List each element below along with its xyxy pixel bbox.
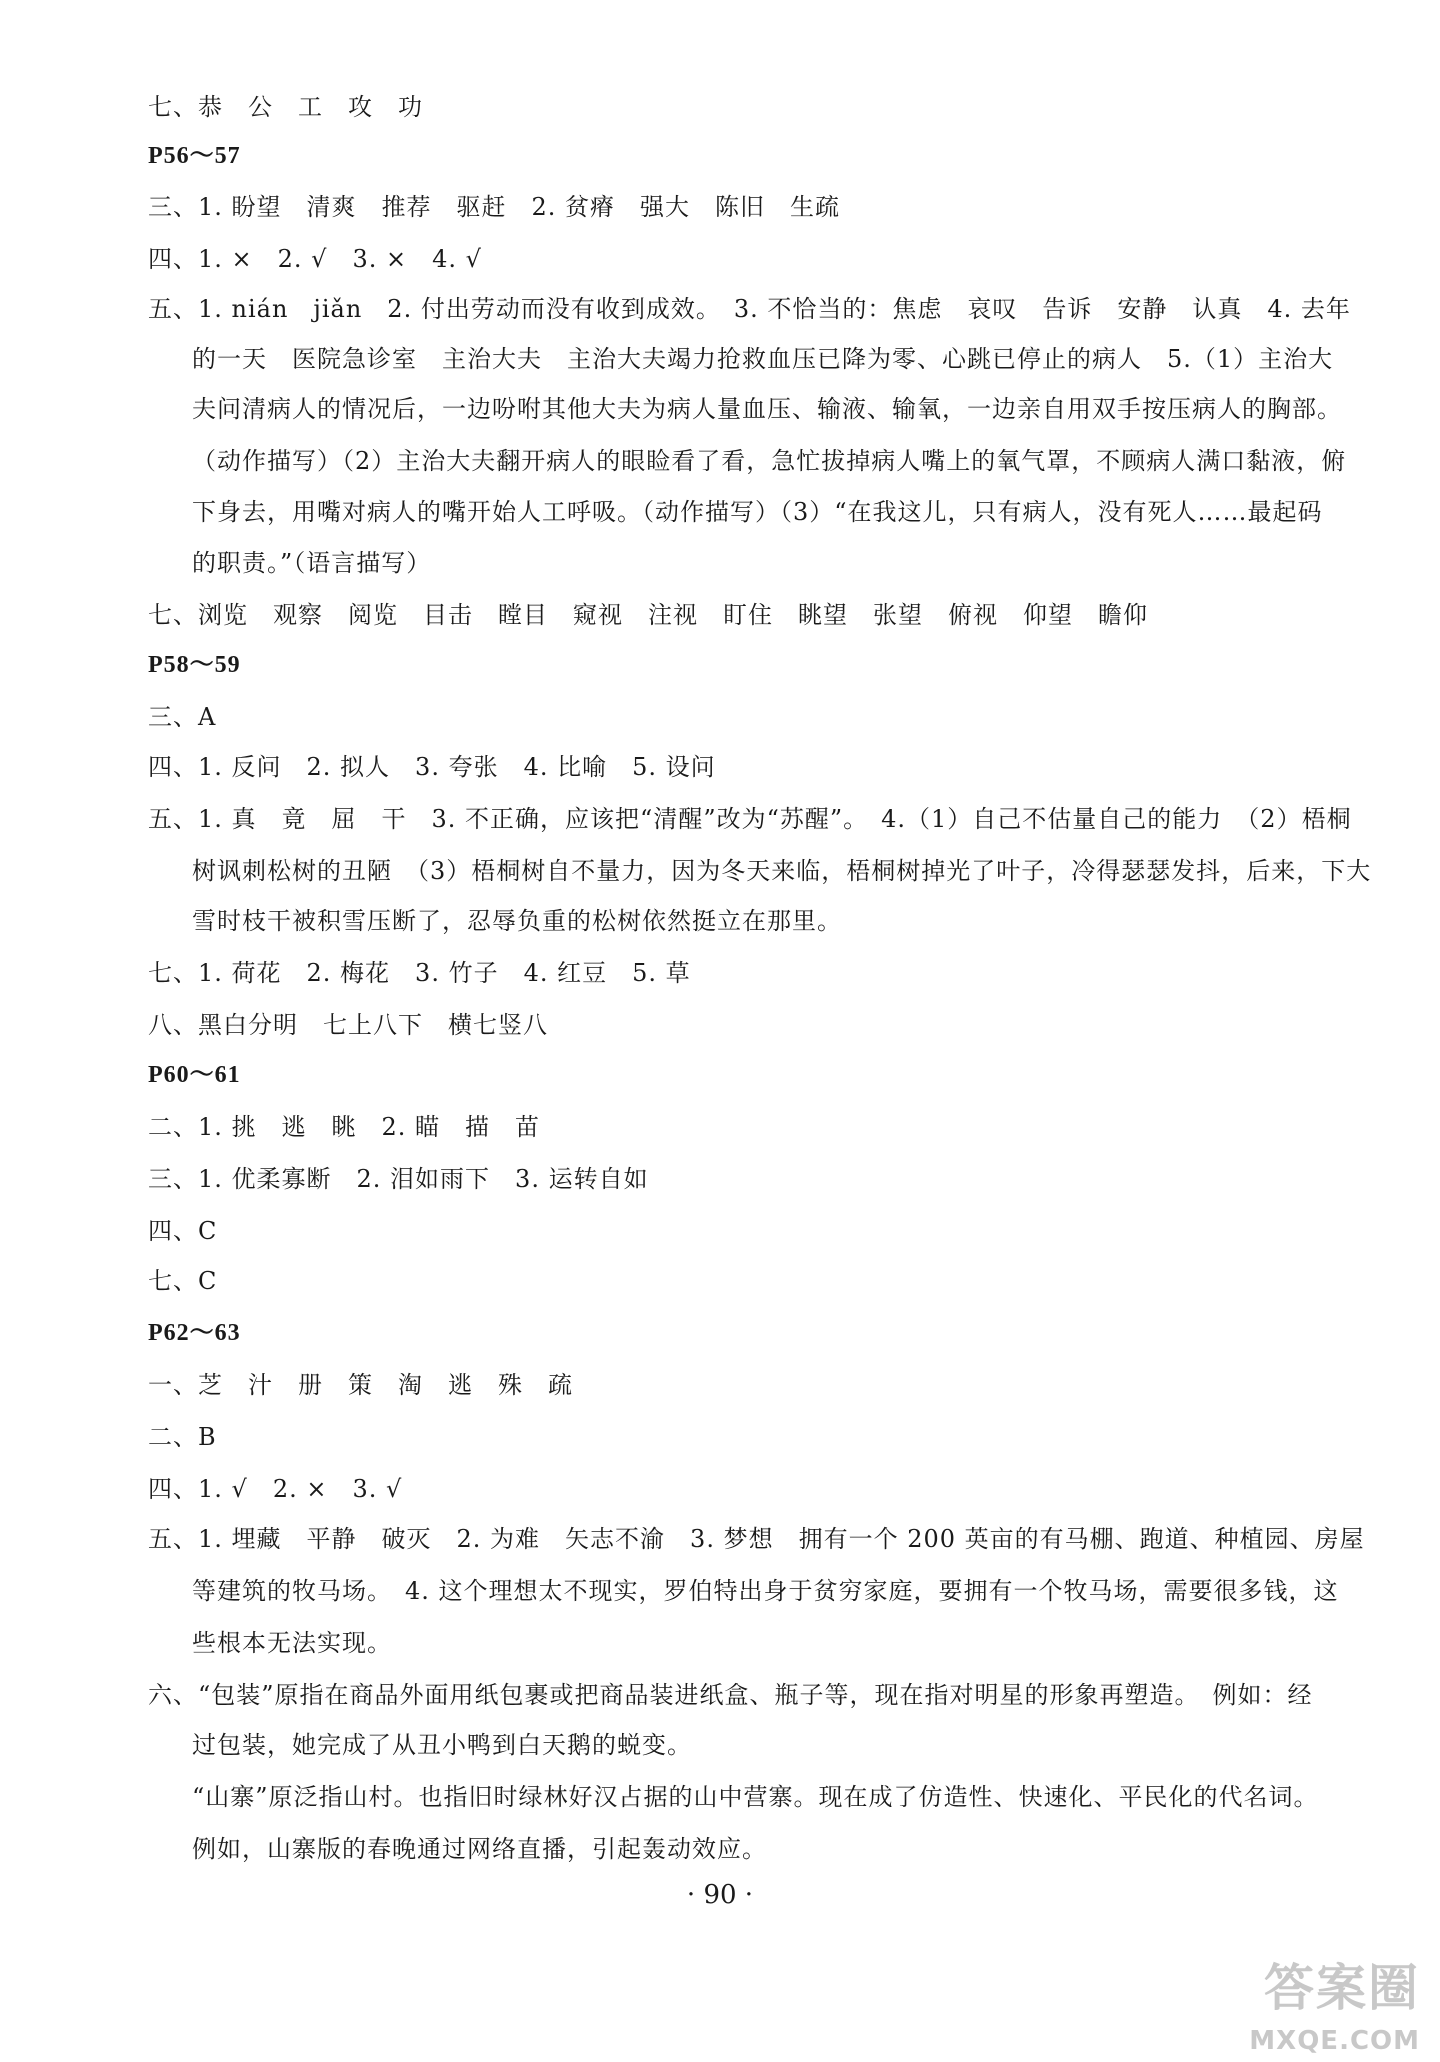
answer-line-continued: 的职责。”（语言描写） xyxy=(192,549,432,577)
answer-line-continued: 雪时枝干被积雪压断了，忍辱负重的松树依然挺立在那里。 xyxy=(192,907,842,935)
answer-line: 七、1. 荷花 2. 梅花 3. 竹子 4. 红豆 5. 草 xyxy=(148,959,691,987)
answer-line: 四、1. 反问 2. 拟人 3. 夸张 4. 比喻 5. 设问 xyxy=(148,753,716,781)
answer-line: 七、C xyxy=(148,1267,218,1295)
answer-line: 一、芝 汁 册 策 淘 逃 殊 疏 xyxy=(148,1371,573,1399)
section-header-p56-57: P56～57 xyxy=(148,143,241,169)
answer-line-continued: 树讽刺松树的丑陋 （3）梧桐树自不量力，因为冬天来临，梧桐树掉光了叶子，冷得瑟瑟发抖，后来，下大 xyxy=(192,857,1372,885)
watermark-url: MXQE.COM xyxy=(1249,2026,1420,2056)
answer-line: 五、1. 埋藏 平静 破灭 2. 为难 矢志不渝 3. 梦想 拥有一个 200 英亩的有马棚、跑道、种植园、房屋 xyxy=(148,1525,1365,1553)
answer-line: 七、浏览 观察 阅览 目击 瞠目 窥视 注视 盯住 眺望 张望 俯视 仰望 瞻仰 xyxy=(148,601,1148,629)
answer-line: 四、C xyxy=(148,1217,218,1245)
answer-line: 五、1. 真 竟 屈 干 3. 不正确，应该把“清醒”改为“苏醒”。 4.（1）自己不估量自己的能力 （2）梧桐 xyxy=(148,805,1352,833)
answer-line: 二、B xyxy=(148,1423,217,1451)
answer-line: 四、1. √ 2. × 3. √ xyxy=(148,1475,403,1503)
page-number: · 90 · xyxy=(686,1880,754,1910)
watermark-logo xyxy=(1230,1960,1420,2056)
answer-line-continued: 过包装，她完成了从丑小鸭到白天鹅的蜕变。 xyxy=(192,1731,692,1759)
answer-line: 四、1. × 2. √ 3. × 4. √ xyxy=(148,245,482,273)
answer-line-continued: “山寨”原泛指山村。也指旧时绿林好汉占据的山中营寨。现在成了仿造性、快速化、平民化的代名词。 xyxy=(192,1783,1319,1811)
answer-line: 三、A xyxy=(148,703,217,731)
answer-line: 二、1. 挑 逃 眺 2. 瞄 描 苗 xyxy=(148,1113,541,1141)
answer-line-continued: 的一天 医院急诊室 主治大夫 主治大夫竭力抢救血压已降为零、心跳已停止的病人 5.（1）主治大 xyxy=(192,345,1334,373)
section-header-p58-59: P58～59 xyxy=(148,652,241,678)
answer-line-continued: 下身去，用嘴对病人的嘴开始人工呼吸。（动作描写）（3）“在我这儿，只有病人，没有死人……最起码 xyxy=(192,498,1323,526)
answer-line-continued: 夫问清病人的情况后，一边吩咐其他大夫为病人量血压、输液、输氧，一边亲自用双手按压病人的胸部。 xyxy=(192,395,1342,423)
answer-line: 七、恭 公 工 攻 功 xyxy=(148,93,423,121)
answer-line: 五、1. nián jiǎn 2. 付出劳动而没有收到成效。 3. 不恰当的：焦虑 哀叹 告诉 安静 认真 4. 去年 xyxy=(148,295,1351,323)
answer-line: 六、“包装”原指在商品外面用纸包裹或把商品装进纸盒、瓶子等，现在指对明星的形象再塑造。 例如：经 xyxy=(148,1681,1313,1709)
section-header-p62-63: P62～63 xyxy=(148,1320,241,1346)
answer-line: 八、黑白分明 七上八下 横七竖八 xyxy=(148,1011,548,1039)
watermark-logo-text: 答案圈 xyxy=(1264,1959,1420,2017)
answer-line: 三、1. 优柔寡断 2. 泪如雨下 3. 运转自如 xyxy=(148,1165,649,1193)
section-header-p60-61: P60～61 xyxy=(148,1062,241,1088)
answer-line-continued: 些根本无法实现。 xyxy=(192,1629,392,1657)
answer-line-continued: 等建筑的牧马场。 4. 这个理想太不现实，罗伯特出身于贫穷家庭，要拥有一个牧马场，需要很多钱，这 xyxy=(192,1577,1339,1605)
answer-line: 三、1. 盼望 清爽 推荐 驱赶 2. 贫瘠 强大 陈旧 生疏 xyxy=(148,193,841,221)
answer-line-continued: （动作描写）（2）主治大夫翻开病人的眼睑看了看，急忙拔掉病人嘴上的氧气罩，不顾病人满口黏液，俯 xyxy=(192,447,1347,475)
answer-line-continued: 例如，山寨版的春晚通过网络直播，引起轰动效应。 xyxy=(192,1835,767,1863)
